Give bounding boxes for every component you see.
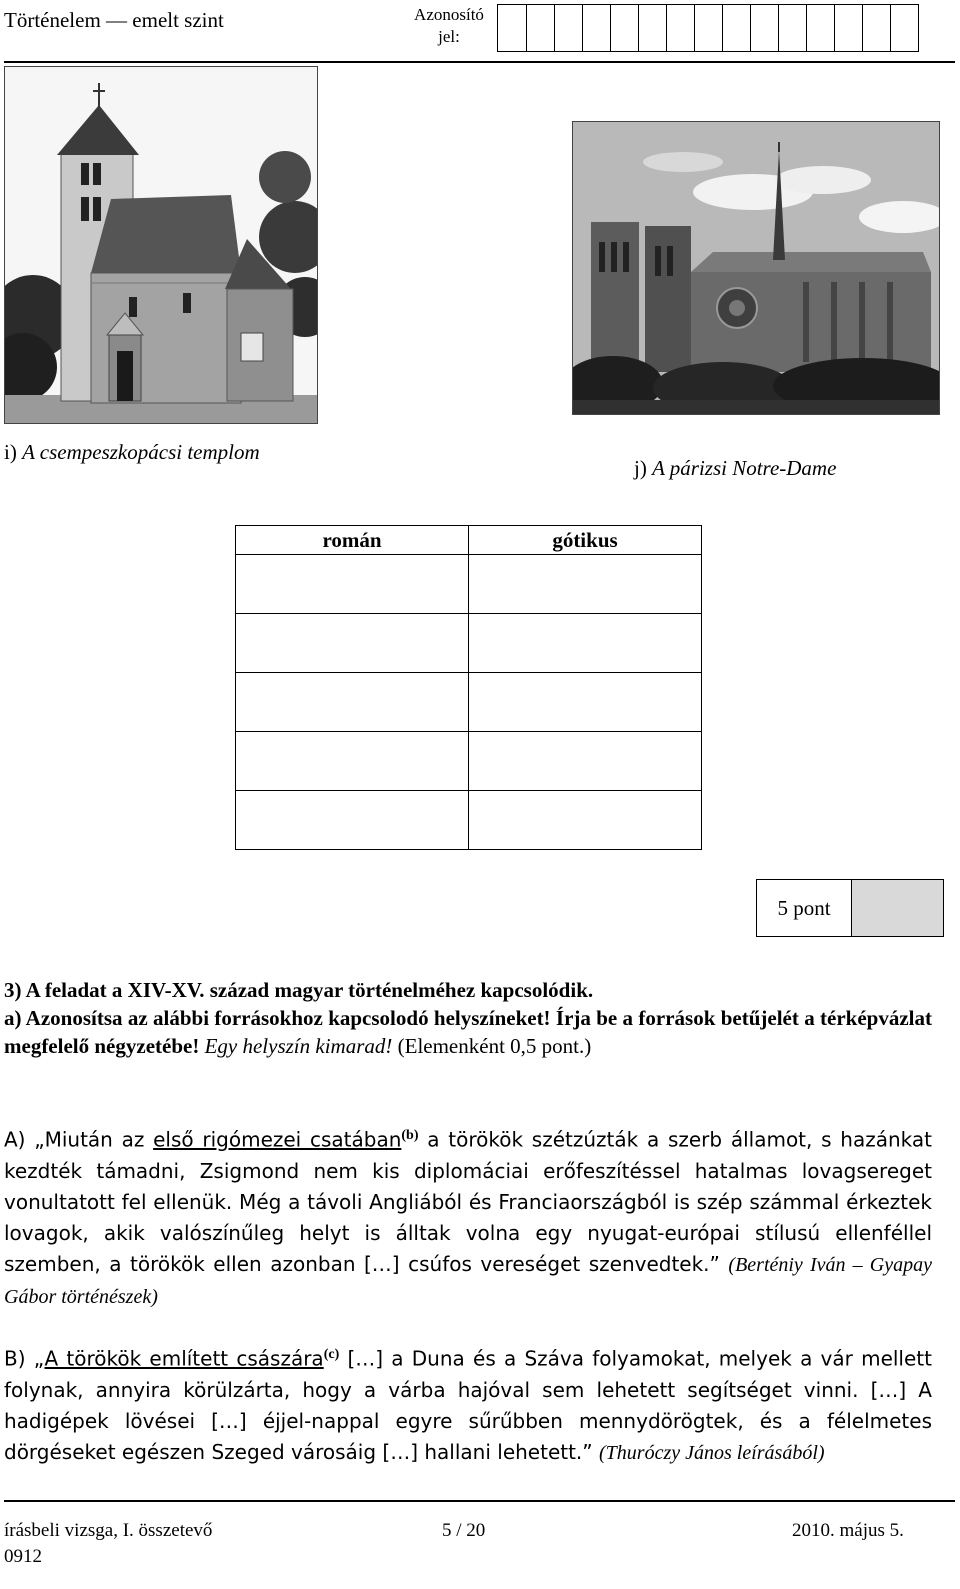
score-label: 5 pont [757,880,852,936]
id-box[interactable] [666,5,694,51]
caption-letter-i: i) [4,440,17,464]
footer-exam: írásbeli vizsga, I. összetevő [4,1520,213,1541]
source-b-underlined: A törökök említett császára [44,1346,324,1371]
romanesque-church-photo [4,66,318,424]
answer-cell[interactable] [469,673,702,732]
source-a-underlined: első rigómezei csatában [153,1127,402,1152]
id-box[interactable] [638,5,666,51]
task-instruction [4,1004,932,1060]
score-entry[interactable] [852,880,943,936]
id-code-boxes[interactable] [497,4,919,52]
page-number: 5 / 20 [442,1520,486,1541]
id-box[interactable] [750,5,778,51]
task-heading: 3) A feladat a XIV-XV. század magyar történelméhez kapcsolódik. [4,978,594,1002]
source-b-prefix: B) „ [4,1346,45,1371]
source-b-author: (Thuróczy János leírásából) [599,1441,825,1464]
source-a-mark: (b) [401,1128,419,1143]
instruction-bold: a) Azonosítsa az alábbi forrásokhoz kapcsolodó helyszíneket! Írja be a források betűjelét a térképvázlat megfelelő négyzetébe! [4,1006,932,1058]
score-box [756,879,944,937]
source-a-body: a törökök szétzúzták a szerb államot, s hazánkat kezdték támadni, Zsigmond nem kis diplomáciai erőfeszítéssel hatalmas lovagsereget vonultatott fel ellenük. Még a távoli Angliából és Franciaországból is szép számmal érkeztek lovagok, akik valószínűleg helyt is álltak volna egy nyugat-európai stílusú ellenféllel szemben, a törökök ellen azonban […] csúfos vereséget szenvedtek.” [4,1127,932,1276]
id-box[interactable] [694,5,722,51]
caption-letter-j: j) [634,456,647,480]
answer-cell[interactable] [469,791,702,850]
source-a [4,1120,932,1313]
answer-cell[interactable] [469,555,702,614]
caption-gothic [634,456,836,481]
source-a-prefix: A) „Miután az [4,1127,154,1152]
answer-cell[interactable] [236,791,469,850]
id-box[interactable] [806,5,834,51]
instruction-points: (Elemenként 0,5 pont.) [397,1034,592,1058]
answer-cell[interactable] [236,614,469,673]
source-b-mark: (c) [323,1347,340,1362]
header-romanesque: román [236,526,469,555]
caption-text-i: A csempeszkopácsi templom [22,440,260,464]
id-box[interactable] [890,5,918,51]
style-table [235,525,702,850]
footer-rule [4,1500,955,1502]
id-box[interactable] [582,5,610,51]
header-rule [4,61,955,63]
instruction-italic: Egy helyszín kimarad! [204,1034,393,1058]
source-a-author: (Berténiy Iván – Gyapay Gábor történészek) [4,1253,932,1308]
answer-cell[interactable] [236,555,469,614]
answer-cell[interactable] [469,732,702,791]
id-box[interactable] [610,5,638,51]
id-box[interactable] [862,5,890,51]
caption-romanesque [4,440,260,465]
id-box[interactable] [722,5,750,51]
source-b-body: […] a Duna és a Száva folyamokat, melyek a vár mellett folynak, annyira körülzárta, hogy a várba hajóval sem lehetett segítséget vinni. […] A hadigépek lövései […] éjjel-nappal egyre sűrűbben mennydörögtek, és a félelmetes dörgéseket egészen Szeged városáig […] hallani lehetett.” [4,1346,932,1464]
exam-title: Történelem — emelt szint [4,8,224,32]
id-box[interactable] [526,5,554,51]
caption-text-j: A párizsi Notre-Dame [652,456,837,480]
id-box[interactable] [498,5,526,51]
id-box[interactable] [554,5,582,51]
id-label: Azonosító jel: [414,5,484,46]
id-box[interactable] [834,5,862,51]
source-b [4,1339,932,1469]
id-box[interactable] [778,5,806,51]
task-3 [4,976,932,1060]
answer-cell[interactable] [236,673,469,732]
answer-cell[interactable] [236,732,469,791]
header-gothic: gótikus [469,526,702,555]
footer-code: 0912 [4,1546,42,1567]
footer-date: 2010. május 5. [792,1520,904,1541]
answer-cell[interactable] [469,614,702,673]
notre-dame-photo [572,121,940,415]
